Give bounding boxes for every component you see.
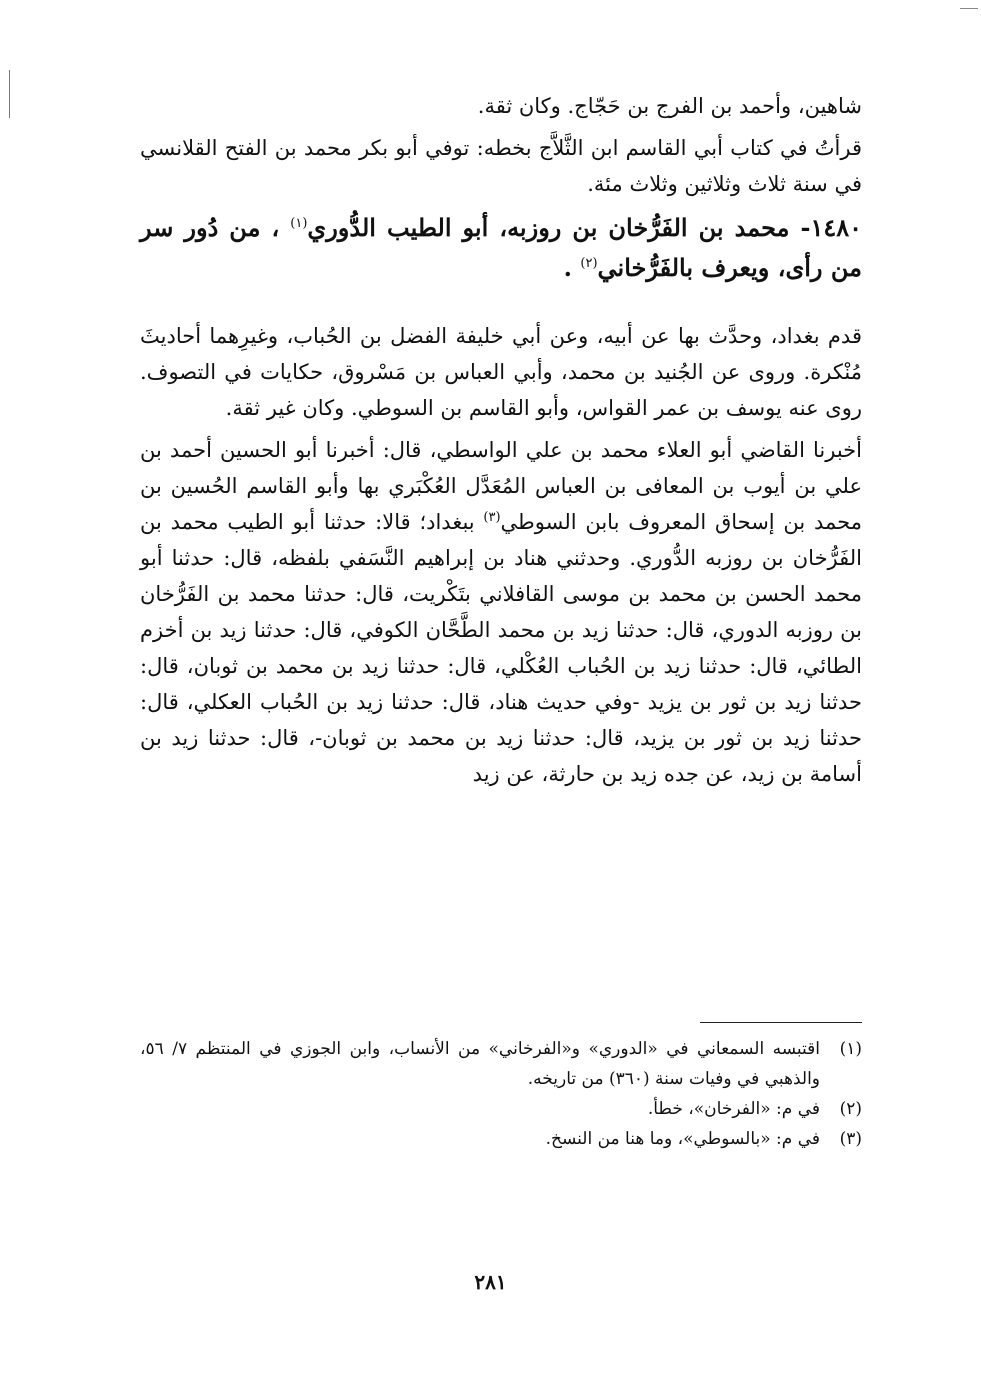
- paragraph-4-text-2: ببغداد؛ قالا: حدثنا أبو الطيب محمد بن الفَرُّخان بن روزبه الدُّوري. وحدثني هناد بن إبراهيم النَّسَفي بلفظه، قال: حدثنا أبو محمد الحسن بن محمد بن موسى القافلاني بتَكْريت، قال: حدثنا محمد بن الفَرُّخان بن روزبه الدوري، قال: حدثنا زيد بن محمد الطَّحَّان الكوفي، قال: حدثنا زيد بن أخزم الطائي، قال: حدثنا زيد بن الحُباب العُكْلي، قال: حدثنا زيد بن محمد بن ثوبان، قال: حدثنا زيد بن ثور بن يزيد -وفي حديث هناد، قال: حدثنا زيد بن الحُباب العكلي، قال: حدثنا زيد بن ثور بن يزيد، قال: حدثنا زيد بن محمد بن ثوبان-، قال: حدثنا زيد بن أسامة بن زيد، عن جده زيد بن حارثة، عن زيد: [140, 510, 862, 786]
- page-body: [140, 88, 862, 792]
- footnote-3: [140, 1124, 862, 1154]
- footnote-text: في م: «بالسوطي»، وما هنا من النسخ.: [545, 1129, 820, 1149]
- paragraph-3: قدم بغداد، وحدَّث بها عن أبيه، وعن أبي خليفة الفضل بن الحُباب، وغيرِهما أحاديثَ مُنْكرة. وروى عن الجُنيد بن محمد، وأبي العباس بن مَسْروق، حكايات في التصوف. روى عنه يوسف بن عمر القواس، وأبو القاسم بن السوطي. وكان غير ثقة.: [140, 324, 862, 420]
- scan-margin-mark: [9, 70, 10, 118]
- entry-heading-text-2: ، من دُور سر من رأى، ويعرف بالفَرُّخاني: [140, 213, 862, 282]
- scan-edge-mark: [960, 8, 978, 9]
- entry-heading-text-1: محمد بن الفَرُّخان بن روزبه، أبو الطيب الدُّوري: [307, 213, 801, 242]
- paragraph-2: قرأتُ في كتاب أبي القاسم ابن الثَّلاَّج بخطه: توفي أبو بكر محمد بن الفتح القلانسي في سنة ثلاث وثلاثين وثلاث مئة.: [140, 136, 862, 196]
- entry-number: ١٤٨٠-: [800, 213, 863, 242]
- footnote-divider: [700, 1022, 862, 1023]
- footnote-text: اقتبسه السمعاني في «الدوري» و«الفرخاني» من الأنساب، وابن الجوزي في المنتظم ٧/ ٥٦، والذهبي في وفيات سنة (٣٦٠) من تاريخه.: [140, 1039, 820, 1089]
- footnote-ref-2[interactable]: (٢): [580, 256, 598, 271]
- footnote-ref-3[interactable]: (٣): [483, 510, 501, 525]
- entry-heading: [140, 208, 862, 288]
- paragraph-4-text-1: أخبرنا القاضي أبو العلاء محمد بن علي الواسطي، قال: أخبرنا أبو الحسين أحمد بن علي بن أيوب بن المعافى بن العباس المُعَدَّل العُكْبَري بها وأبو القاسم الحُسين بن محمد بن إسحاق المعروف بابن السوطي: [140, 438, 862, 534]
- footnote-number: (١): [839, 1039, 862, 1059]
- paragraph-4: [140, 432, 862, 792]
- paragraph-1: شاهين، وأحمد بن الفرج بن حَجّاج. وكان ثقة.: [477, 94, 862, 118]
- footnote-number: (٢): [839, 1099, 862, 1119]
- footnote-number: (٣): [839, 1129, 862, 1149]
- footnote-2: [140, 1094, 862, 1124]
- footnote-1: [140, 1034, 862, 1094]
- footnote-text: في م: «الفرخان»، خطأ.: [647, 1099, 820, 1119]
- footnote-ref-1[interactable]: (١): [290, 216, 308, 231]
- footnotes: [140, 1034, 862, 1154]
- entry-heading-text-3: .: [563, 253, 581, 282]
- page-number: ٢٨١: [474, 1270, 507, 1294]
